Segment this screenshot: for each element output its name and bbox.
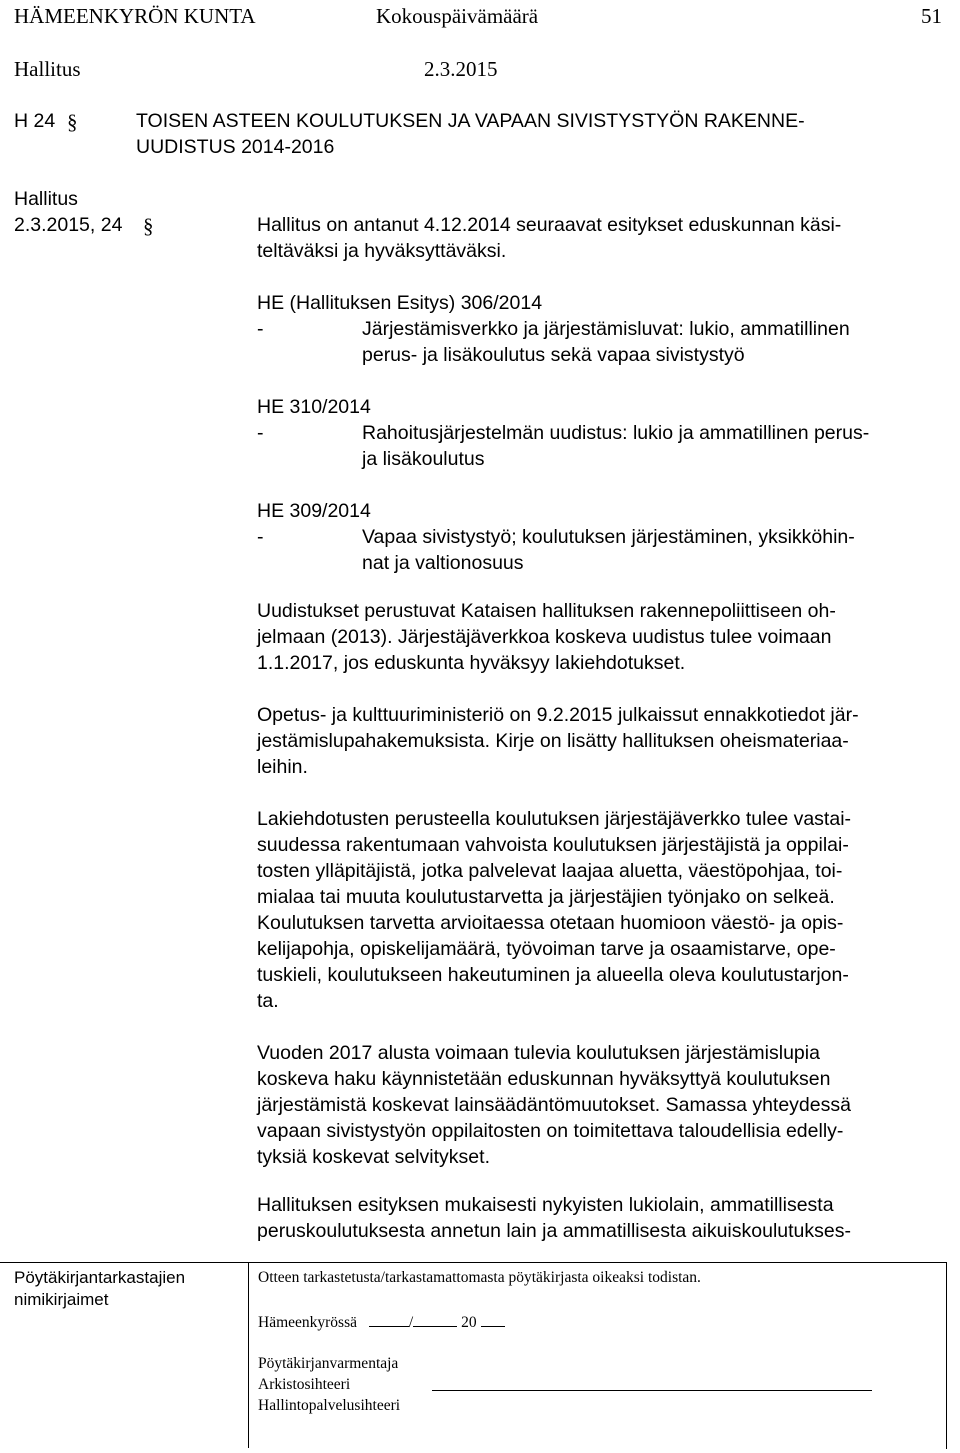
text-line: suudessa rakentumaan vahvoista koulutuksen järjestäjistä ja oppilai- xyxy=(257,834,849,856)
section-mark-icon xyxy=(142,214,156,238)
paragraph-ministry-notice xyxy=(257,702,947,780)
svg-text:§: § xyxy=(67,110,78,134)
text-line: Uudistukset perustuvat Kataisen hallituksen rakennepoliittiseen oh- xyxy=(257,600,836,622)
text-line: Hallituksen esityksen mukaisesti nykyisten lukiolain, ammatillisesta xyxy=(257,1194,834,1216)
header-body: Hallitus xyxy=(14,57,81,81)
text-line: Opetus- ja kulttuuriministeriö on 9.2.2015 julkaissut ennakkotiedot jär- xyxy=(257,704,859,726)
intro-line1: Hallitus on antanut 4.12.2014 seuraavat esitykset eduskunnan käsi- xyxy=(257,214,842,236)
proposal-line1: Vapaa sivistystyö; koulutuksen järjestäminen, yksikköhin- xyxy=(362,526,855,548)
text-line: peruskoulutuksesta annetun lain ja ammatillisesta aikuiskoulutukses- xyxy=(257,1220,851,1242)
footer-role-admin: Hallintopalvelusihteeri xyxy=(258,1397,401,1414)
proposal-dash: - xyxy=(257,318,264,340)
svg-text:§: § xyxy=(143,214,154,238)
text-line: koskeva haku käynnistetään eduskunnan hyväksyttyä koulutuksen xyxy=(257,1068,831,1090)
paragraph-reform-basis xyxy=(257,598,947,676)
proposal-title: HE (Hallituksen Esitys) 306/2014 xyxy=(257,292,543,314)
text-line: tyksiä koskevat selvitykset. xyxy=(257,1146,490,1168)
text-line: 1.1.2017, jos eduskunta hyväksyy lakiehdotukset. xyxy=(257,652,686,674)
proposal-line1: Järjestämisverkko ja järjestämisluvat: lukio, ammatillinen xyxy=(362,318,850,340)
municipality-name: HÄMEENKYRÖN KUNTA xyxy=(14,4,256,28)
proposal-dash: - xyxy=(257,422,264,444)
footer-initials-line1: Pöytäkirjantarkastajien xyxy=(14,1268,186,1287)
text-line: ta. xyxy=(257,990,279,1012)
text-line: leihin. xyxy=(257,756,308,778)
paragraph-licences-2017 xyxy=(257,1040,947,1170)
proposal-title: HE 310/2014 xyxy=(257,396,371,418)
footer-place-date xyxy=(258,1310,505,1333)
proposal-line1: Rahoitusjärjestelmän uudistus: lukio ja ammatillinen perus- xyxy=(362,422,870,444)
doc-type: Kokouspäivämäärä xyxy=(376,4,539,28)
header-date: 2.3.2015 xyxy=(424,57,498,81)
intro-line2: teltäväksi ja hyväksyttäväksi. xyxy=(257,240,507,262)
text-line: Lakiehdotusten perusteella koulutuksen järjestäjäverkko tulee vastai- xyxy=(257,808,852,830)
text-line: Koulutuksen tarvetta arvioitaessa otetaan huomioon väestö- ja opis- xyxy=(257,912,844,934)
footer-place: Hämeenkyrössä xyxy=(258,1314,357,1331)
page-number: 51 xyxy=(921,4,942,28)
proposal-dash: - xyxy=(257,526,264,548)
meeting-date-ref: 2.3.2015, 24 xyxy=(14,214,123,236)
footer-certification: Otteen tarkastetusta/tarkastamattomasta pöytäkirjasta oikeaksi todistan. xyxy=(258,1269,701,1286)
year-blank xyxy=(481,1310,505,1327)
item-title-line1: TOISEN ASTEEN KOULUTUKSEN JA VAPAAN SIVISTYSTYÖN RAKENNE- xyxy=(136,110,805,132)
month-blank xyxy=(413,1310,457,1327)
footer-role-archive: Arkistosihteeri xyxy=(258,1376,351,1393)
proposal-title: HE 309/2014 xyxy=(257,500,371,522)
item-title-line2: UUDISTUS 2014-2016 xyxy=(136,136,335,158)
footer-divider xyxy=(248,1262,249,1448)
meeting-body: Hallitus xyxy=(14,188,78,210)
text-line: kelijapohja, opiskelijamäärä, työvoiman tarve ja osaamistarve, ope- xyxy=(257,938,836,960)
text-line: järjestämistä koskevat lainsäädäntömuutokset. Samassa yhteydessä xyxy=(257,1094,851,1116)
text-line: jestämislupahakemuksista. Kirje on lisätty hallituksen oheismateriaa- xyxy=(257,730,849,752)
proposal-line2: perus- ja lisäkoulutus sekä vapaa sivistystyö xyxy=(362,344,745,366)
text-line: tosten ylläpitäjistä, jotka palvelevat laajaa aluetta, väestöpohjaa, toi- xyxy=(257,860,843,882)
day-blank xyxy=(369,1310,409,1327)
paragraph-network xyxy=(257,806,947,1014)
proposal-line2: ja lisäkoulutus xyxy=(362,448,485,470)
section-mark-icon xyxy=(66,110,80,134)
text-line: jelmaan (2013). Järjestäjäverkkoa koskeva uudistus tulee voimaan xyxy=(257,626,832,648)
paragraph-legislation xyxy=(257,1192,947,1244)
item-number: H 24 xyxy=(14,110,56,132)
footer-initials-label xyxy=(14,1267,185,1311)
footer-year: 20 xyxy=(461,1314,477,1331)
signature-line xyxy=(432,1390,872,1391)
footer-role-verifier: Pöytäkirjanvarmentaja xyxy=(258,1355,399,1372)
text-line: Vuoden 2017 alusta voimaan tulevia koulutuksen järjestämislupia xyxy=(257,1042,820,1064)
text-line: tuskieli, koulutukseen hakeutuminen ja alueella oleva koulutustarjon- xyxy=(257,964,849,986)
text-line: mialaa tai muuta koulutustarvetta ja järjestäjien työnjako on selkeä. xyxy=(257,886,835,908)
footer-slash: / xyxy=(408,1314,414,1331)
text-line: vapaan sivistystyön oppilaitosten on toimitettava taloudellisia edelly- xyxy=(257,1120,844,1142)
footer-initials-line2: nimikirjaimet xyxy=(14,1290,109,1309)
proposal-line2: nat ja valtionosuus xyxy=(362,552,524,574)
